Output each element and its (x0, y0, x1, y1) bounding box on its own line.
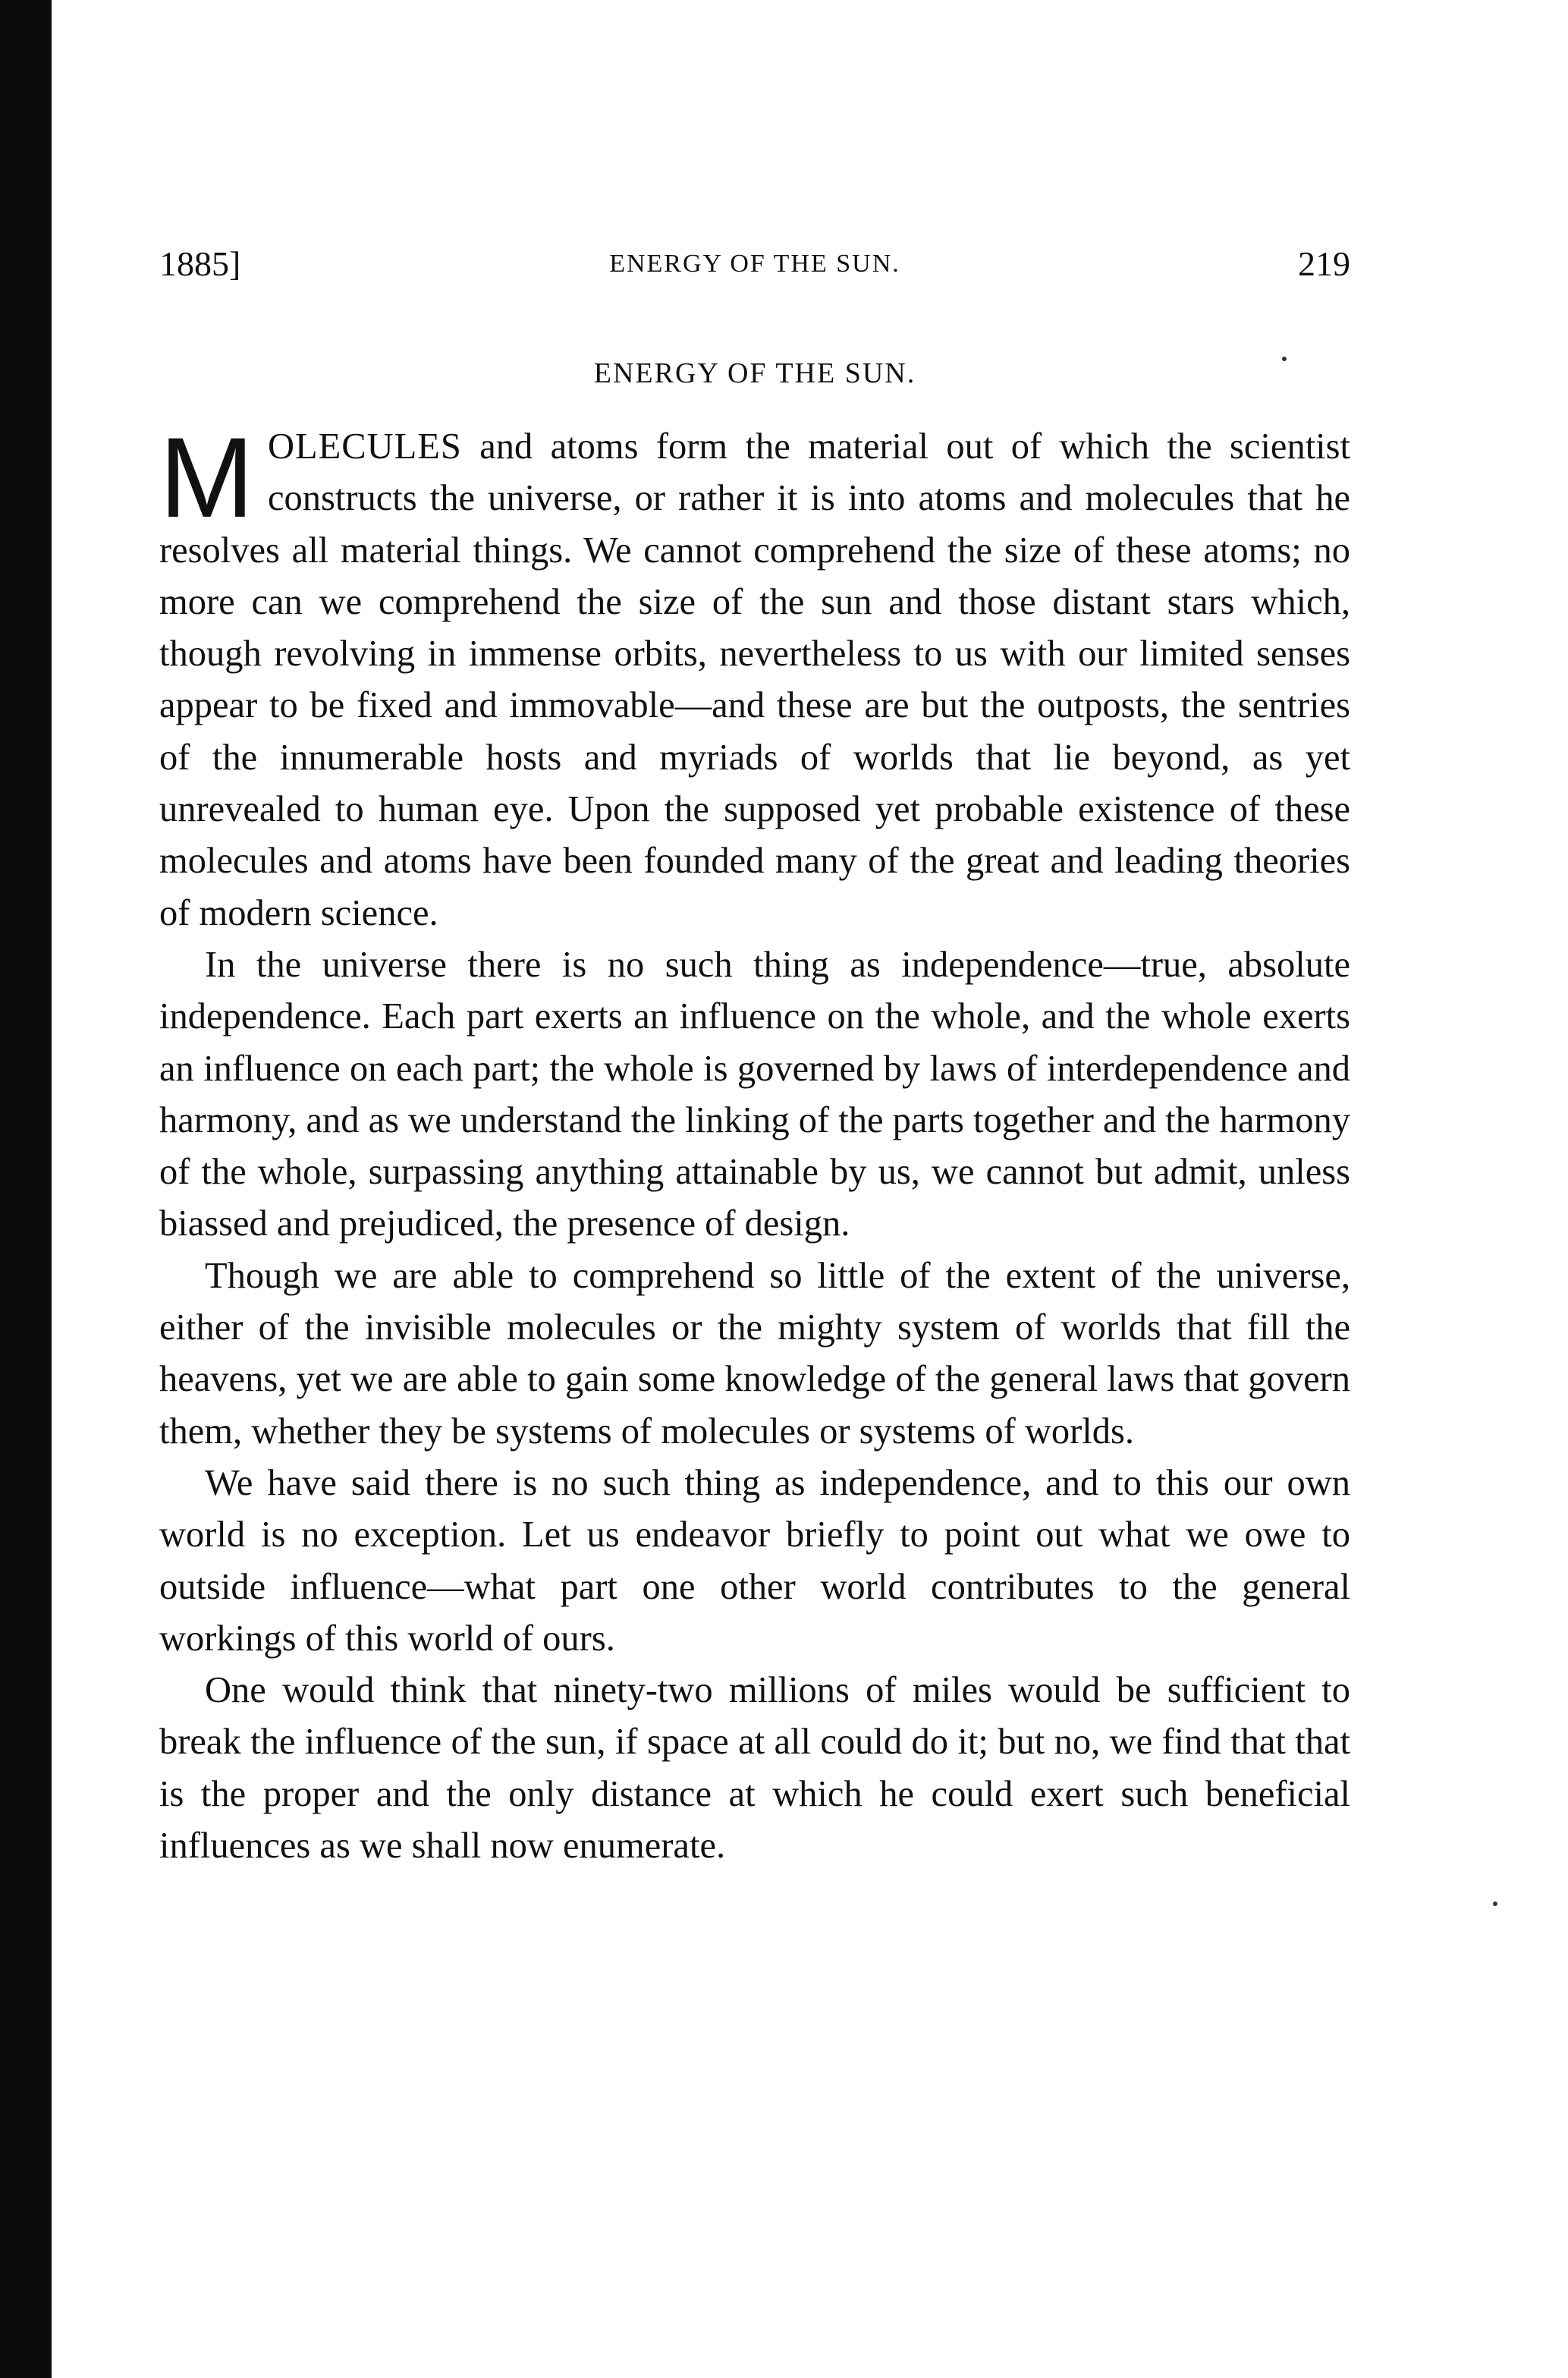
running-title: ENERGY OF THE SUN. (609, 250, 900, 278)
margin-speck (1493, 1901, 1497, 1906)
paragraph-3: Though we are able to comprehend so little of the extent of the universe, either of the invisible molecules or the mighty system of worlds that fill the heavens, yet we are able to gain some knowledge of the general laws that govern them, whether they be systems of molecules or systems of worlds. (159, 1255, 1350, 1452)
drop-cap: M (159, 414, 254, 541)
paragraph-4: We have said there is no such thing as independence, and to this our own world is no exception. Let us endeavor briefly to point out what we owe to outside influence—what part one other world contributes to the general workings of this world of ours. (159, 1462, 1350, 1659)
paragraph-1 (159, 414, 1350, 939)
page-number: 219 (1298, 244, 1350, 283)
paragraph-5: One would think that ninety-two millions of miles would be sufficient to break the influence of the sun, if space at all could do it; but no, we find that that is the proper and the only distance at which he could exert such beneficial influences as we shall now enumerate. (159, 1670, 1350, 1867)
body-text (159, 414, 1350, 1872)
lead-word: OLECULES (267, 426, 462, 467)
article-title: ENERGY OF THE SUN. (593, 357, 916, 389)
header-year: 1885] (159, 244, 241, 283)
margin-speck (1282, 357, 1287, 361)
running-head (159, 234, 1350, 294)
binding-edge (0, 0, 52, 2378)
paragraph-1-text: and atoms form the material out of which the scientist constructs the universe, or rather it is into atoms and molecules that he resolves all material things. We cannot comprehend the size of these atoms; no more can we comprehend the size of the sun and those distant stars which, though revolving in immense orbits, nevertheless to us with our limited senses appear to be fixed and immovable—and these are but the outposts, the sentries of the innumerable hosts and myriads of worlds that lie beyond, as yet unrevealed to human eye. Upon the supposed yet probable existence of these molecules and atoms have been founded many of the great and leading theories of modern science. (159, 426, 1350, 933)
paragraph-2: In the universe there is no such thing as independence—true, absolute independence. Each part exerts an influence on the whole, and the whole exerts an influence on each part; the whole is governed by laws of interdependence and harmony, and as we understand the linking of the parts together and the harmony of the whole, surpassing anything attainable by us, we cannot but admit, unless biassed and prejudiced, the presence of design. (159, 944, 1350, 1244)
